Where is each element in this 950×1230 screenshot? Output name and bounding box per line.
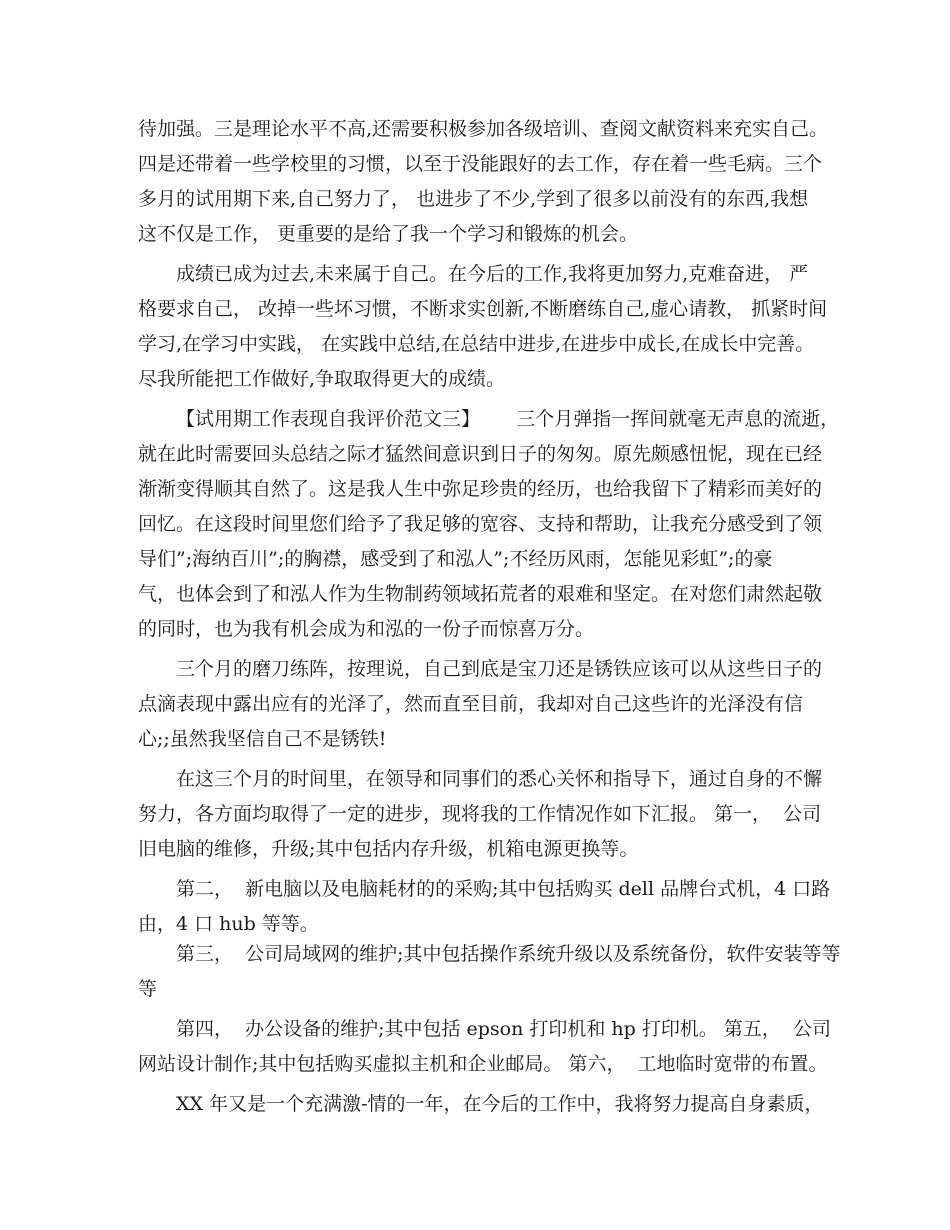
text-line: 学习,在学习中实践， 在实践中总结,在总结中进步,在进步中成长,在成长中完善。 bbox=[138, 333, 815, 355]
text-line: 尽我所能把工作做好,争取取得更大的成绩。 bbox=[138, 368, 506, 390]
text-line: 心;;虽然我坚信自己不是锈铁! bbox=[138, 728, 387, 750]
text-line: 渐渐变得顺其自然了。这是我人生中弥足珍贵的经历，也给我留下了精彩而美好的 bbox=[138, 478, 823, 500]
text-line: 的同时，也为我有机会成为和泓的一份子而惊喜万分。 bbox=[138, 618, 595, 640]
text-line: 努力，各方面均取得了一定的进步，现将我的工作情况作如下汇报。 第一， 公司 bbox=[138, 803, 822, 825]
text-line: 网站设计制作;其中包括购买虚拟主机和企业邮局。 第六， 工地临时宽带的布置。 bbox=[138, 1053, 828, 1075]
text-line: 这不仅是工作， 更重要的是给了我一个学习和锻炼的机会。 bbox=[138, 223, 639, 245]
text-line: 三个月的磨刀练阵，按理说，自己到底是宝刀还是锈铁应该可以从这些日子的 bbox=[176, 658, 823, 680]
text-line: 待加强。三是理论水平不高,还需要积极参加各级培训、查阅文献资料来充实自己。 bbox=[138, 118, 829, 140]
text-line: 第二， 新电脑以及电脑耗材的的采购;其中包括购买 dell 品牌台式机，4 口路 bbox=[176, 878, 831, 900]
text-line: 气，也体会到了和泓人作为生物制药领域拓荒者的艰难和坚定。在对您们肃然起敬 bbox=[138, 583, 823, 605]
text-line: 由，4 口 hub 等等。 bbox=[138, 913, 319, 935]
text-line: 格要求自己， 改掉一些坏习惯，不断求实创新,不断磨练自己,虚心请教， 抓紧时间 bbox=[138, 298, 828, 320]
section-heading-line: 【试用期工作表现自我评价范文三】 三个月弹指一挥间就毫无声息的流逝， bbox=[176, 408, 840, 430]
text-line: 就在此时需要回头总结之际才猛然间意识到日子的匆匆。原先颇感忸怩，现在已经 bbox=[138, 443, 823, 465]
text-line: 等 bbox=[138, 978, 158, 1000]
text-line: 回忆。在这段时间里您们给予了我足够的宽容、支持和帮助，让我充分感受到了领 bbox=[138, 513, 823, 535]
text-line: 第三， 公司局域网的维护;其中包括操作系统升级以及系统备份，软件安装等等 bbox=[176, 943, 841, 965]
text-line: 导们”;海纳百川”;的胸襟，感受到了和泓人”;不经历风雨，怎能见彩虹”;的豪 bbox=[138, 548, 773, 570]
text-line: 在这三个月的时间里，在领导和同事们的悉心关怀和指导下，通过自身的不懈 bbox=[176, 768, 823, 790]
text-line: 四是还带着一些学校里的习惯，以至于没能跟好的去工作，存在着一些毛病。三个 bbox=[138, 153, 823, 175]
text-line: 点滴表现中露出应有的光泽了，然而直至目前，我却对自己这些许的光泽没有信 bbox=[138, 693, 804, 715]
text-line: 多月的试用期下来,自己努力了， 也进步了不少,学到了很多以前没有的东西,我想 bbox=[138, 188, 809, 210]
text-line: 旧电脑的维修，升级;其中包括内存升级，机箱电源更换等。 bbox=[138, 838, 639, 860]
text-line: XX 年又是一个充满激-情的一年，在今后的工作中，我将努力提高自身素质， bbox=[176, 1093, 824, 1115]
text-line: 成绩已成为过去,未来属于自己。在今后的工作,我将更加努力,克难奋进， 严 bbox=[176, 263, 809, 285]
text-line: 第四， 办公设备的维护;其中包括 epson 打印机和 hp 打印机。 第五， 公司 bbox=[176, 1018, 831, 1040]
